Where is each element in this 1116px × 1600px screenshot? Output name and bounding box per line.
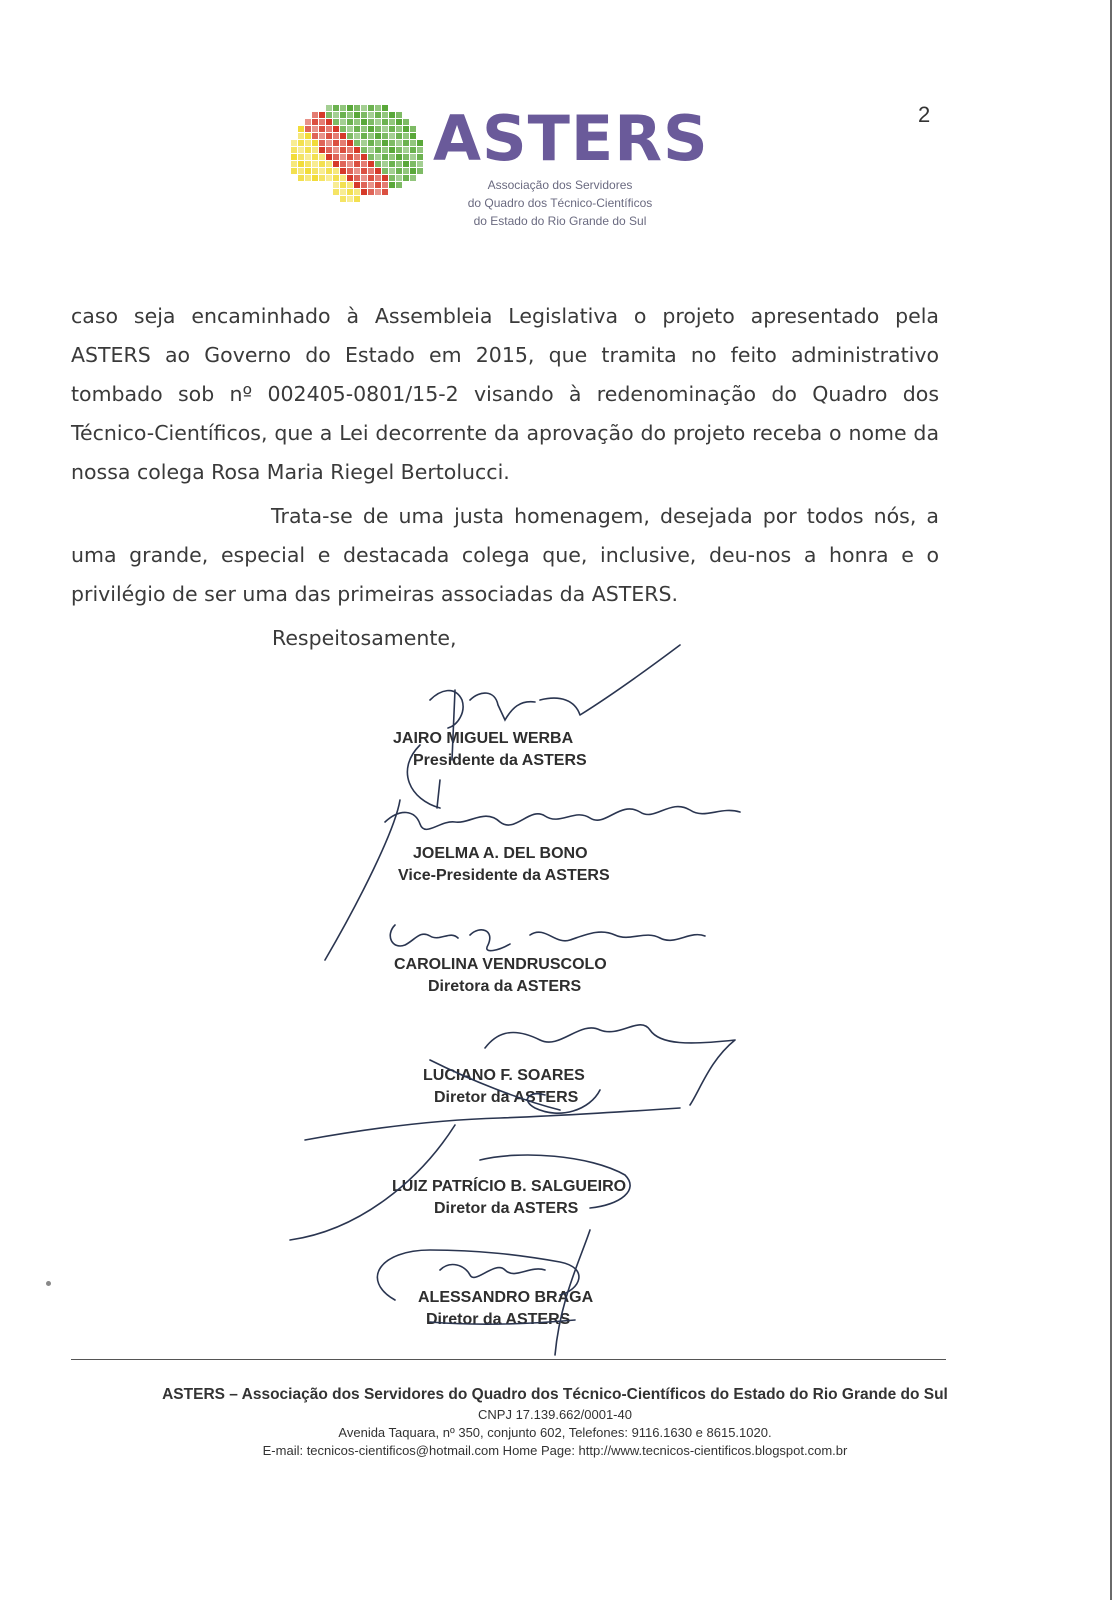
logo-mosaic-tile [312,154,318,160]
logo-mosaic-tile [375,189,381,195]
scan-speck [46,1281,51,1286]
logo-mosaic-tile [298,168,304,174]
logo-mosaic-tile [333,161,339,167]
logo-mosaic-tile [333,119,339,125]
logo-mosaic-tile [417,154,423,160]
logo-mosaic-tile [333,140,339,146]
logo-mosaic-tile [368,126,374,132]
signatory-director-carolina [394,954,607,998]
logo-mosaic-tile [389,140,395,146]
logo-mosaic-tile [361,140,367,146]
logo-mosaic-tile [354,175,360,181]
logo-mosaic-tile [291,140,297,146]
logo-mosaic-tile [389,133,395,139]
logo-mosaic-tile [333,133,339,139]
logo-mosaic-tile [375,133,381,139]
logo-mosaic-tile [354,147,360,153]
logo-mosaic-tile [375,154,381,160]
logo-mosaic-tile [326,168,332,174]
logo-mosaic-tile [382,161,388,167]
logo-mosaic-tile [410,161,416,167]
logo-mosaic-tile [410,154,416,160]
logo-mosaic-tile [368,161,374,167]
logo-mosaic-tile [354,168,360,174]
logo-mosaic-tile [354,140,360,146]
logo-mosaic-tile [333,105,339,111]
logo-mosaic-tile [382,112,388,118]
logo-mosaic-tile [361,119,367,125]
footer-contact: E-mail: tecnicos-cientificos@hotmail.com Home Page: http://www.tecnicos-cientificos.blogspot.com.br [262,1443,848,1458]
logo-mosaic-tile [396,147,402,153]
logo-mosaic-tile [375,105,381,111]
logo-mosaic-tile [410,126,416,132]
logo-mosaic-tile [340,133,346,139]
logo-mosaic-tile [333,147,339,153]
logo-mosaic-tile [312,140,318,146]
logo-mosaic-tile [368,175,374,181]
signatory-name: LUIZ PATRÍCIO B. SALGUEIRO [392,1178,627,1195]
page-number: 2 [918,102,931,127]
logo-mosaic-tile [340,189,346,195]
logo-mosaic-tile [333,189,339,195]
signatory-role: Diretor da ASTERS [434,1089,579,1106]
logo-mosaic-tile [340,168,346,174]
logo-mosaic-tile [396,182,402,188]
logo-mosaic-tile [326,105,332,111]
body-paragraph-2: Trata-se de uma justa homenagem, desejada por todos nós, a uma grande, especial e destacada colega que, inclusive, deu-nos a honra e o privilégio de ser uma das primeiras associadas da ASTERS. [71,504,939,606]
logo-mosaic-tile [319,147,325,153]
logo-mosaic-tile [368,119,374,125]
logo-mosaic-tile [319,140,325,146]
logo-mosaic-tile [347,133,353,139]
logo-subtitle-line: do Quadro dos Técnico-Científicos [467,196,653,210]
logo-mosaic-tile [368,154,374,160]
signatory-role: Diretor da ASTERS [434,1200,579,1217]
logo-mosaic-tile [354,154,360,160]
logo-wordmark: ASTERS [433,102,709,175]
signatory-name: ALESSANDRO BRAGA [418,1289,594,1306]
logo-mosaic-tile [361,112,367,118]
logo-mosaic-tile [361,175,367,181]
logo-mosaic-tile [319,168,325,174]
logo-mosaic-tile [347,105,353,111]
logo-mosaic-tile [375,126,381,132]
logo-mosaic-tile [382,154,388,160]
logo-mosaic-tile [312,168,318,174]
logo-mosaic-tile [333,168,339,174]
logo-mosaic-tile [396,112,402,118]
logo-mosaic-tile [368,147,374,153]
logo-mosaic-tile [340,126,346,132]
logo-mosaic-tile [354,112,360,118]
footer-cnpj: CNPJ 17.139.662/0001-40 [478,1407,632,1422]
logo-mosaic-tile [389,161,395,167]
footer-address: Avenida Taquara, nº 350, conjunto 602, Telefones: 9116.1630 e 8615.1020. [338,1425,772,1440]
logo-mosaic-tile [347,189,353,195]
letterhead-footer [60,1384,1050,1460]
signatory-name: LUCIANO F. SOARES [423,1067,585,1084]
logo-mosaic-tile [298,161,304,167]
logo-mosaic-tile [305,168,311,174]
logo-mosaic-tile [382,182,388,188]
logo-mosaic-tile [368,105,374,111]
signatory-name: CAROLINA VENDRUSCOLO [394,956,607,973]
logo-mosaic-tile [319,154,325,160]
signatory-role: Presidente da ASTERS [413,752,587,769]
logo-mosaic-tile [305,126,311,132]
logo-mosaic-tile [312,119,318,125]
logo-mosaic-tile [340,112,346,118]
logo-mosaic-tile [375,119,381,125]
logo-mosaic-tile [291,147,297,153]
logo-mosaic-tile [298,175,304,181]
logo-mosaic-tile [396,133,402,139]
logo-mosaic-tile [382,133,388,139]
page-edge [1110,0,1112,1600]
logo-mosaic-tile [389,119,395,125]
footer-divider [71,1359,946,1360]
logo-mosaic-tile [368,189,374,195]
logo-mosaic-tile [347,112,353,118]
logo-mosaic-tile [361,168,367,174]
logo-mosaic-tile [375,168,381,174]
logo-subtitle-line: do Estado do Rio Grande do Sul [473,214,647,228]
logo-mosaic-tile [389,168,395,174]
logo-mosaic-tile [382,126,388,132]
logo-mosaic-tile [368,140,374,146]
logo-mosaic-tile [375,161,381,167]
logo-mosaic-tile [368,133,374,139]
rio-grande-map-logo-icon [290,104,430,230]
logo-mosaic-tile [305,147,311,153]
signatory-name: JAIRO MIGUEL WERBA [393,730,574,747]
logo-mosaic-tile [347,182,353,188]
signatory-director-alessandro [418,1287,593,1331]
logo-mosaic-tile [347,154,353,160]
logo-mosaic-tile [347,140,353,146]
logo-mosaic-tile [340,154,346,160]
logo-mosaic-tile [305,133,311,139]
logo-mosaic-tile [319,161,325,167]
logo-mosaic-tile [333,175,339,181]
signatory-vice-president [398,843,610,887]
logo-mosaic-tile [298,147,304,153]
logo-mosaic-tile [333,154,339,160]
logo-mosaic-tile [291,154,297,160]
logo-mosaic-tile [403,140,409,146]
logo-mosaic-tile [298,154,304,160]
logo-subtitle [440,176,680,230]
logo-mosaic-tile [382,189,388,195]
logo-mosaic-tile [396,168,402,174]
logo-mosaic-tile [354,133,360,139]
signature-jairo [407,645,680,808]
logo-mosaic-tile [389,154,395,160]
logo-mosaic-tile [347,175,353,181]
logo-mosaic-tile [347,196,353,202]
logo-mosaic-tile [403,175,409,181]
logo-mosaic-tile [326,119,332,125]
logo-mosaic-tile [382,175,388,181]
asters-logo [290,102,709,234]
logo-mosaic-tile [375,112,381,118]
logo-mosaic-tile [319,133,325,139]
signatory-president [393,728,587,772]
logo-mosaic-tile [312,175,318,181]
logo-mosaic-tile [361,105,367,111]
logo-mosaic-tile [340,147,346,153]
logo-mosaic-tile [382,140,388,146]
logo-mosaic-tile [375,175,381,181]
logo-mosaic-tile [326,126,332,132]
logo-mosaic-tile [347,119,353,125]
logo-mosaic-tile [410,168,416,174]
logo-mosaic-tile [354,196,360,202]
logo-mosaic-tile [333,182,339,188]
logo-mosaic-tile [375,140,381,146]
logo-mosaic-tile [326,140,332,146]
logo-mosaic-tile [319,126,325,132]
logo-mosaic-tile [305,175,311,181]
logo-mosaic-tile [403,126,409,132]
logo-mosaic-tile [298,133,304,139]
logo-mosaic-tile [319,119,325,125]
logo-mosaic-tile [340,105,346,111]
logo-mosaic-tile [291,161,297,167]
logo-mosaic-tile [396,154,402,160]
logo-mosaic-tile [361,182,367,188]
signatory-director-luciano [423,1065,585,1109]
logo-mosaic-tile [368,112,374,118]
logo-mosaic-tile [333,112,339,118]
signatory-role: Diretora da ASTERS [428,978,582,995]
logo-mosaic-tile [340,119,346,125]
logo-mosaic-tile [396,126,402,132]
logo-mosaic-tile [347,161,353,167]
signatory-name: JOELMA A. DEL BONO [413,845,588,862]
logo-mosaic-tile [375,147,381,153]
logo-mosaic-tile [389,147,395,153]
logo-mosaic-tile [312,147,318,153]
logo-subtitle-line: Associação dos Servidores [487,178,633,192]
logo-mosaic-tile [361,126,367,132]
logo-mosaic-tile [410,140,416,146]
logo-mosaic-tile [326,154,332,160]
logo-mosaic-tile [347,126,353,132]
logo-mosaic-tile [410,147,416,153]
logo-mosaic-tile [417,140,423,146]
logo-mosaic-tile [326,112,332,118]
logo-mosaic-tile [340,175,346,181]
logo-mosaic-tile [326,133,332,139]
signatory-role: Diretor da ASTERS [426,1311,571,1328]
logo-mosaic-tile [340,140,346,146]
footer-organization: ASTERS – Associação dos Servidores do Quadro dos Técnico-Científicos do Estado do Rio Grande do Sul [162,1386,948,1403]
logo-mosaic-tile [403,147,409,153]
logo-mosaic-tile [326,175,332,181]
signatory-role: Vice-Presidente da ASTERS [398,867,610,884]
closing-greeting: Respeitosamente, [272,626,457,650]
logo-mosaic-tile [340,161,346,167]
logo-mosaic-tile [312,126,318,132]
logo-mosaic-tile [396,161,402,167]
logo-mosaic-tile [417,168,423,174]
logo-mosaic-tile [354,161,360,167]
logo-mosaic-tile [389,175,395,181]
logo-mosaic-tile [382,147,388,153]
logo-mosaic-tile [361,133,367,139]
logo-mosaic-tile [354,182,360,188]
logo-mosaic-tile [298,126,304,132]
logo-mosaic-tile [396,175,402,181]
logo-mosaic-tile [354,105,360,111]
logo-mosaic-tile [312,112,318,118]
logo-mosaic-tile [305,154,311,160]
logo-mosaic-tile [354,126,360,132]
logo-mosaic-tile [375,182,381,188]
logo-mosaic-tile [368,182,374,188]
logo-mosaic-tile [361,161,367,167]
logo-mosaic-tile [389,182,395,188]
logo-mosaic-tile [305,140,311,146]
logo-mosaic-tile [305,161,311,167]
logo-mosaic-tile [403,154,409,160]
logo-mosaic-tile [382,105,388,111]
logo-mosaic-tile [354,189,360,195]
logo-mosaic-tile [389,112,395,118]
logo-mosaic-tile [291,168,297,174]
logo-mosaic-tile [396,119,402,125]
logo-mosaic-tile [361,147,367,153]
logo-mosaic-tile [403,168,409,174]
logo-mosaic-tile [361,154,367,160]
logo-mosaic-tile [354,119,360,125]
logo-mosaic-tile [368,168,374,174]
signatory-director-luiz [392,1176,626,1220]
logo-mosaic-tile [417,147,423,153]
logo-mosaic-tile [340,196,346,202]
logo-mosaic-tile [326,147,332,153]
logo-mosaic-tile [340,182,346,188]
logo-mosaic-tile [403,133,409,139]
logo-mosaic-tile [312,133,318,139]
logo-mosaic-tile [382,119,388,125]
logo-mosaic-tile [361,189,367,195]
logo-mosaic-tile [347,168,353,174]
logo-mosaic-tile [312,161,318,167]
logo-mosaic-tile [417,161,423,167]
body-paragraph-1: caso seja encaminhado à Assembleia Legislativa o projeto apresentado pela ASTERS ao Governo do Estado em 2015, que tramita no feito administrativo tombado sob nº 002405-0801/15-2 visando à redenominação do Quadro dos Técnico-Científicos, que a Lei decorrente da aprovação do projeto receba o nome da nossa colega Rosa Maria Riegel Bertolucci. [71,304,939,484]
logo-mosaic-tile [333,126,339,132]
logo-mosaic-tile [298,140,304,146]
logo-mosaic-tile [319,112,325,118]
logo-mosaic-tile [410,133,416,139]
logo-mosaic-tile [326,161,332,167]
logo-mosaic-tile [410,175,416,181]
logo-mosaic-tile [382,168,388,174]
logo-mosaic-tile [389,126,395,132]
logo-mosaic-tile [403,119,409,125]
signature-luiz [290,1108,680,1240]
logo-mosaic-tile [396,140,402,146]
logo-mosaic-tile [347,147,353,153]
logo-mosaic-tile [319,175,325,181]
logo-mosaic-tile [403,161,409,167]
signature-carolina [390,925,705,951]
logo-mosaic-tile [305,119,311,125]
